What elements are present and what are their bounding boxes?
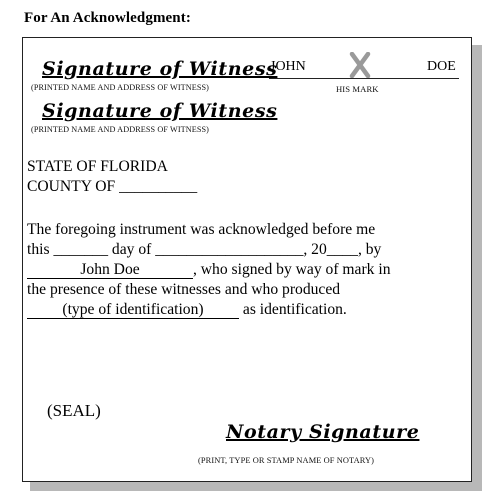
witness2-signature-title: Signature of Witness [42,100,278,122]
ack-line-4: the presence of these witnesses and who produced [27,281,341,298]
mark-first-name: JOHN [270,59,306,74]
county-line [27,177,197,198]
notary-caption: (PRINT, TYPE OR STAMP NAME OF NOTARY) [198,456,374,465]
x-mark-icon [349,52,371,78]
acknowledgment-box [22,37,472,482]
mark-signature-line [269,78,459,79]
year-blank: ____ [326,241,358,258]
his-mark-caption: HIS MARK [336,84,379,94]
after-name-text: , who signed by way of mark in [193,261,391,278]
as-identification-text: as identification. [242,301,347,318]
county-blank: __________ [119,178,198,195]
by-word: , by [357,241,382,258]
ack-line-2 [27,240,381,261]
witness1-caption: (PRINTED NAME AND ADDRESS OF WITNESS) [31,83,209,92]
day-of-word: day of [111,241,152,258]
ack-line-3 [27,260,391,281]
county-label: COUNTY OF [27,178,116,195]
this-word: this [27,241,50,258]
day-blank: _______ [53,241,109,258]
year-prefix: , 20 [303,241,327,258]
id-type-field: (type of identification) [27,301,239,319]
notary-signature-title: Notary Signature [226,421,420,443]
signer-name-field: John Doe [27,261,193,279]
month-blank: ___________________ [155,241,304,258]
witness1-signature-title: Signature of Witness [42,58,278,80]
ack-line-1: The foregoing instrument was acknowledged before me [27,221,376,238]
mark-last-name: DOE [427,59,456,74]
ack-line-5 [27,300,347,321]
page-heading: For An Acknowledgment: [24,10,191,26]
seal-label: (SEAL) [47,401,101,420]
witness2-caption: (PRINTED NAME AND ADDRESS OF WITNESS) [31,125,209,134]
state-line: STATE OF FLORIDA [27,158,168,175]
